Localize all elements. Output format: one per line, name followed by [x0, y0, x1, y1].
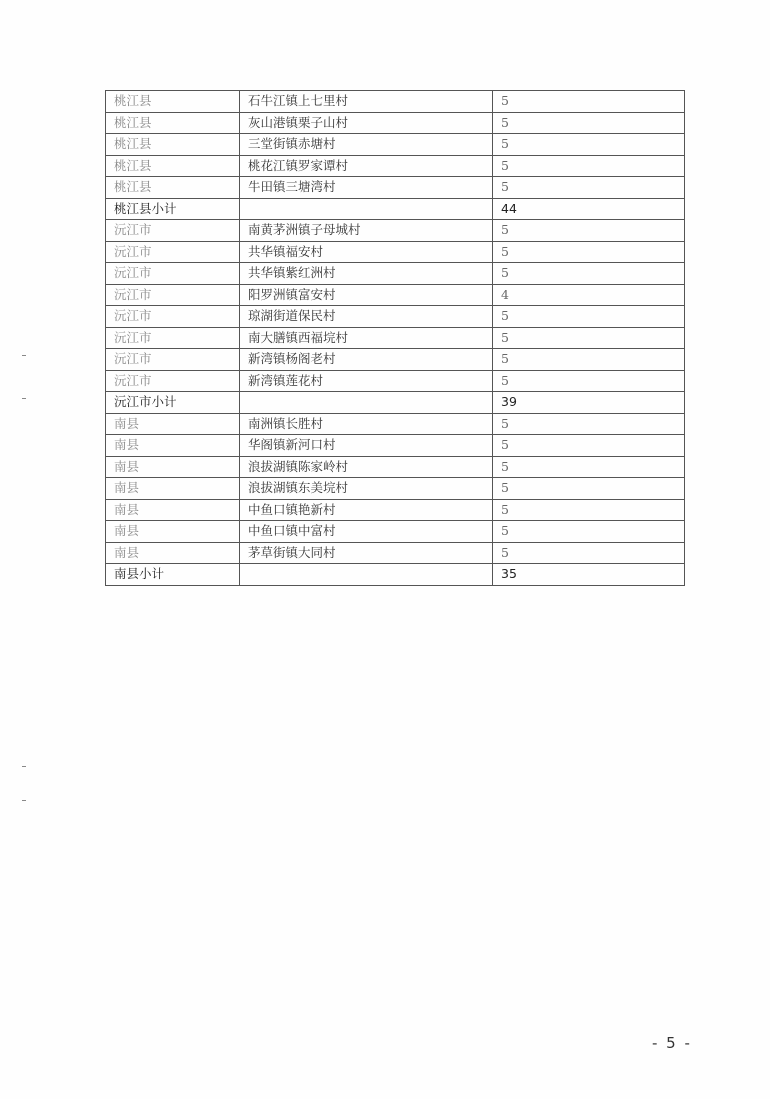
- count-cell: 5: [493, 112, 685, 134]
- count-cell: 5: [493, 327, 685, 349]
- scan-mark: [22, 398, 26, 399]
- page-number: - 5 -: [652, 1034, 692, 1052]
- count-cell: 5: [493, 413, 685, 435]
- table-row: [106, 177, 685, 199]
- count-cell: 5: [493, 177, 685, 199]
- subtotal-row: [106, 564, 685, 586]
- table-row: [106, 284, 685, 306]
- village-cell: 浪拔湖镇陈家岭村: [240, 456, 493, 478]
- village-cell: 三堂街镇赤塘村: [240, 134, 493, 156]
- county-cell: 南县小计: [106, 564, 240, 586]
- scan-mark: [22, 800, 26, 801]
- village-cell: 琼湖街道保民村: [240, 306, 493, 328]
- table-row: [106, 155, 685, 177]
- count-cell: 5: [493, 241, 685, 263]
- table-row: [106, 220, 685, 242]
- village-cell: 阳罗洲镇富安村: [240, 284, 493, 306]
- count-cell: 5: [493, 263, 685, 285]
- village-cell: 新湾镇莲花村: [240, 370, 493, 392]
- county-cell: 桃江县: [106, 134, 240, 156]
- county-cell: 南县: [106, 499, 240, 521]
- count-cell: 5: [493, 220, 685, 242]
- village-cell: 茅草街镇大同村: [240, 542, 493, 564]
- county-cell: 南县: [106, 435, 240, 457]
- table-row: [106, 112, 685, 134]
- count-cell: 5: [493, 370, 685, 392]
- county-cell: 桃江县小计: [106, 198, 240, 220]
- table-row: [106, 134, 685, 156]
- village-cell: 共华镇福安村: [240, 241, 493, 263]
- county-cell: 南县: [106, 478, 240, 500]
- count-cell: 4: [493, 284, 685, 306]
- county-cell: 桃江县: [106, 91, 240, 113]
- village-cell: 新湾镇杨阁老村: [240, 349, 493, 371]
- table-row: [106, 499, 685, 521]
- county-cell: 沅江市: [106, 284, 240, 306]
- county-cell: 桃江县: [106, 112, 240, 134]
- village-cell: 灰山港镇栗子山村: [240, 112, 493, 134]
- count-cell: 5: [493, 134, 685, 156]
- county-cell: 沅江市: [106, 306, 240, 328]
- table-body: [106, 91, 685, 586]
- county-cell: 沅江市: [106, 263, 240, 285]
- count-cell: 39: [493, 392, 685, 414]
- county-cell: 沅江市小计: [106, 392, 240, 414]
- count-cell: 5: [493, 435, 685, 457]
- count-cell: 5: [493, 155, 685, 177]
- count-cell: 5: [493, 521, 685, 543]
- subtotal-row: [106, 198, 685, 220]
- count-cell: 5: [493, 349, 685, 371]
- count-cell: 5: [493, 478, 685, 500]
- table-row: [106, 306, 685, 328]
- table-row: [106, 263, 685, 285]
- village-quota-table: [105, 90, 685, 586]
- county-cell: 沅江市: [106, 327, 240, 349]
- county-cell: 南县: [106, 456, 240, 478]
- village-cell: 桃花江镇罗家谭村: [240, 155, 493, 177]
- village-cell: 石牛江镇上七里村: [240, 91, 493, 113]
- table-row: [106, 435, 685, 457]
- subtotal-row: [106, 392, 685, 414]
- village-cell: 南大膳镇西福垸村: [240, 327, 493, 349]
- count-cell: 5: [493, 542, 685, 564]
- county-cell: 沅江市: [106, 370, 240, 392]
- county-cell: 沅江市: [106, 241, 240, 263]
- county-cell: 南县: [106, 413, 240, 435]
- table-row: [106, 370, 685, 392]
- scan-mark: [22, 766, 26, 767]
- village-cell: 华阁镇新河口村: [240, 435, 493, 457]
- county-cell: 沅江市: [106, 220, 240, 242]
- county-cell: 桃江县: [106, 177, 240, 199]
- table-row: [106, 478, 685, 500]
- village-cell: 南黄茅洲镇子母城村: [240, 220, 493, 242]
- village-cell: 共华镇紫红洲村: [240, 263, 493, 285]
- count-cell: 44: [493, 198, 685, 220]
- village-cell: 南洲镇长胜村: [240, 413, 493, 435]
- village-cell: [240, 564, 493, 586]
- table-row: [106, 91, 685, 113]
- table-row: [106, 521, 685, 543]
- village-cell: 浪拔湖镇东美垸村: [240, 478, 493, 500]
- table-row: [106, 542, 685, 564]
- count-cell: 5: [493, 456, 685, 478]
- count-cell: 5: [493, 91, 685, 113]
- county-cell: 南县: [106, 521, 240, 543]
- village-cell: 中鱼口镇中富村: [240, 521, 493, 543]
- county-cell: 桃江县: [106, 155, 240, 177]
- table-row: [106, 241, 685, 263]
- county-cell: 沅江市: [106, 349, 240, 371]
- village-cell: 牛田镇三塘湾村: [240, 177, 493, 199]
- count-cell: 5: [493, 499, 685, 521]
- table-row: [106, 349, 685, 371]
- county-cell: 南县: [106, 542, 240, 564]
- table-row: [106, 327, 685, 349]
- scan-mark: [22, 355, 26, 356]
- village-cell: 中鱼口镇艳新村: [240, 499, 493, 521]
- table-row: [106, 456, 685, 478]
- table-row: [106, 413, 685, 435]
- count-cell: 5: [493, 306, 685, 328]
- count-cell: 35: [493, 564, 685, 586]
- village-cell: [240, 392, 493, 414]
- village-cell: [240, 198, 493, 220]
